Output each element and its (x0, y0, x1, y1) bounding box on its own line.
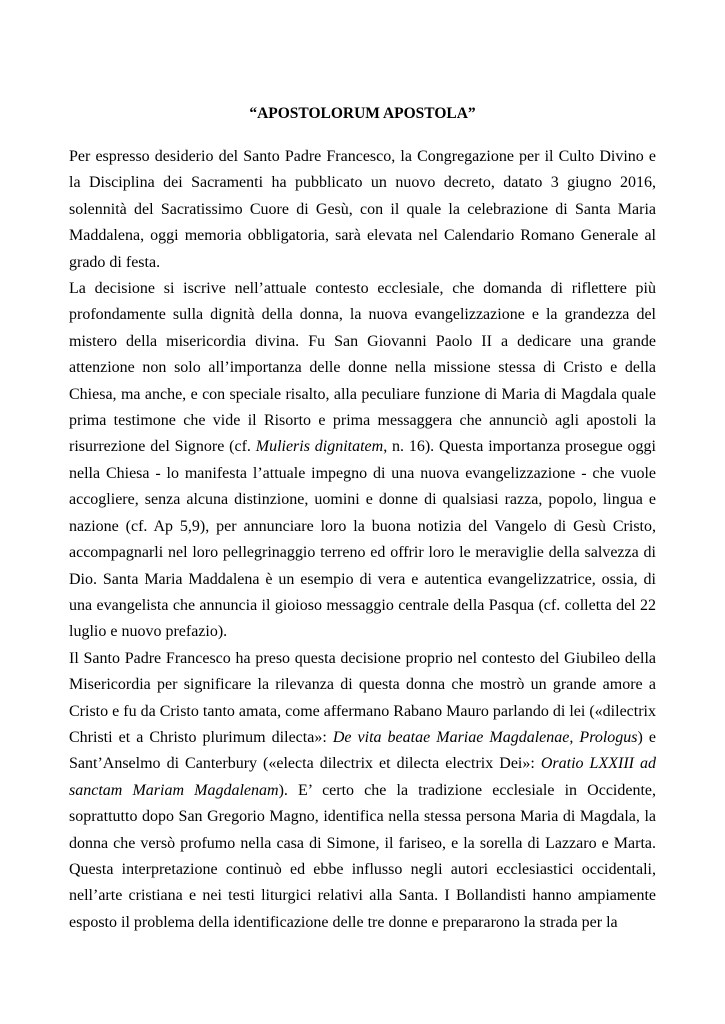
document-page (69, 104, 656, 936)
paragraph-3 (69, 646, 656, 936)
paragraph-3-text-a: Il Santo Padre Francesco ha preso questa decisione proprio nel contesto del Giubileo della Misericordia per significare la rilevanza di questa donna che mostrò un grande amore a Cristo e fu da Cristo tanto amata, come affermano Rabano Mauro parlando di lei («dilectrix Christi et a Christo plurimum dilecta»: (69, 649, 656, 746)
paragraph-2-text-b: , n. 16). Questa importanza prosegue oggi nella Chiesa - lo manifesta l’attuale impegno di una nuova evangelizzazione - che vuole accogliere, senza alcuna distinzione, uomini e donne di qualsiasi razza, popolo, lingua e nazione (cf. Ap 5,9), per annunciare loro la buona notizia del Vangelo di Gesù Cristo, accompagnarli nel loro pellegrinaggio terreno ed offrir loro le meraviglie della salvezza di Dio. Santa Maria Maddalena è un esempio di vera e autentica evangelizzatrice, ossia, di una evangelista che annuncia il gioioso messaggio centrale della Pasqua (cf. colletta del 22 luglio e nuovo prefazio). (69, 438, 656, 641)
paragraph-1 (69, 144, 656, 276)
paragraph-2-citation: Mulieris dignitatem (255, 438, 384, 456)
document-title: “APOSTOLORUM APOSTOLA” (249, 105, 476, 122)
paragraph-3-text-c: ). E’ certo che la tradizione ecclesiale in Occidente, soprattutto dopo San Gregorio Magno, identifica nella stessa persona Maria di Magdala, la donna che versò profumo nella casa di Simone, il fariseo, e la sorella di Lazzaro e Marta. Questa interpretazione continuò ed ebbe influsso negli autori ecclesiastici occidentali, nell’arte cristiana e nei testi liturgici relativi alla Santa. I Bollandisti hanno ampiamente esposto il problema della identificazione delle tre donne e prepararono la strada per la (69, 781, 657, 931)
paragraph-2-text-a: La decisione si iscrive nell’attuale contesto ecclesiale, che domanda di riflettere più profondamente sulla dignità della donna, la nuova evangelizzazione e la grandezza del mistero della misericordia divina. Fu San Giovanni Paolo II a dedicare una grande attenzione non solo all’importanza delle donne nella missione stessa di Cristo e della Chiesa, ma anche, e con speciale risalto, alla peculiare funzione di Maria di Magdala quale prima testimone che vide il Risorto e prima messaggera che annunciò agli apostoli la risurrezione del Signore (cf. (69, 280, 656, 456)
paragraph-3-text-b: ) e Sant’Anselmo di Canterbury («electa dilectrix et dilecta electrix Dei»: (69, 728, 656, 773)
paragraph-1-text: Per espresso desiderio del Santo Padre Francesco, la Congregazione per il Culto Divino e la Disciplina dei Sacramenti ha pubblicato un nuovo decreto, datato 3 giugno 2016, solennità del Sacratissimo Cuore di Gesù, con il quale la celebrazione di Santa Maria Maddalena, oggi memoria obbligatoria, sarà elevata nel Calendario Romano Generale al grado di festa. (69, 148, 656, 271)
paragraph-3-citation-1: De vita beatae Mariae Magdalenae, Prologus (332, 728, 638, 746)
paragraph-2 (69, 276, 656, 646)
paragraph-3-citation-2: Oratio LXXIII ad sanctam Mariam Magdalenam (69, 755, 656, 799)
